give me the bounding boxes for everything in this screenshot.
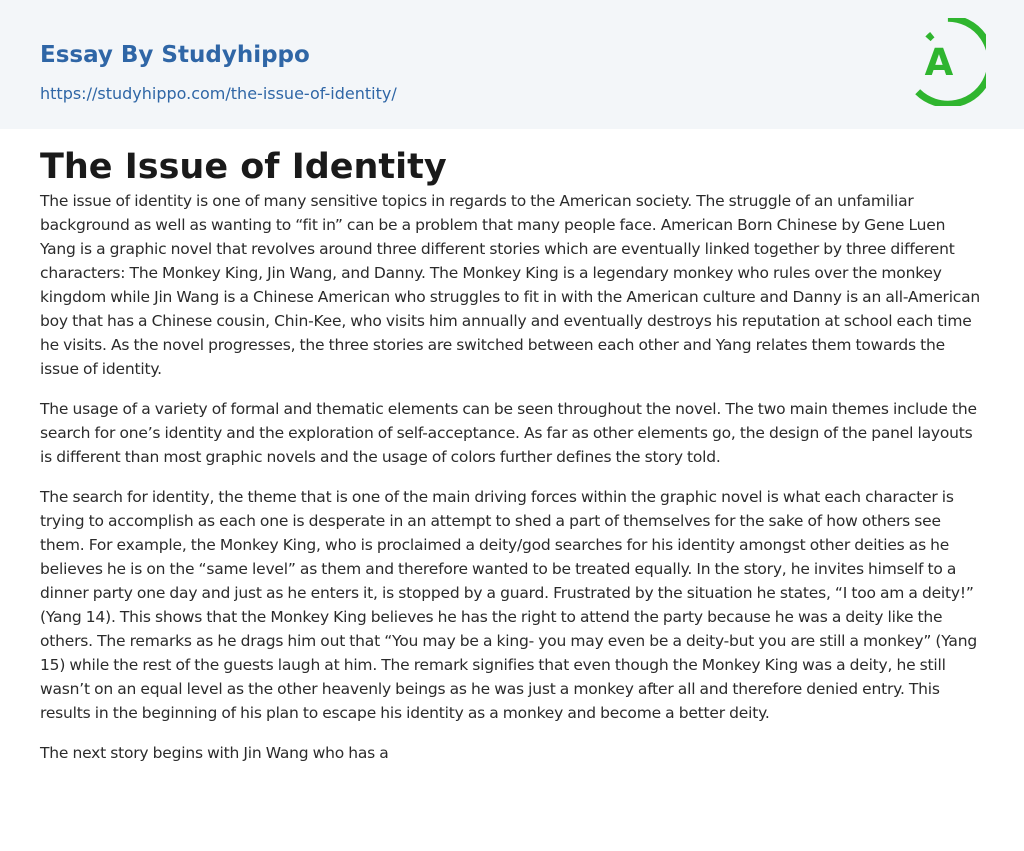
paragraph-2: The usage of a variety of formal and thematic elements can be seen throughout the novel. The two main themes include the search for one’s identity and the exploration of self-acceptance. As far as other elements go, the design of the panel layouts is different than most graphic novels and the usage of colors further defines the story told. xyxy=(40,400,977,466)
page-title: The Issue of Identity xyxy=(40,147,447,187)
site-header xyxy=(0,0,1024,129)
paragraph-4: The next story begins with Jin Wang who has a xyxy=(40,744,389,762)
studyhippo-logo-icon[interactable] xyxy=(912,18,986,106)
paragraph-3: The search for identity, the theme that is one of the main driving forces within the graphic novel is what each character is trying to accomplish as each one is desperate in an attempt to shed a part of themselves for the sake of how others see them. For example, the Monkey King, who is proclaimed a deity/god searches for his identity amongst other deities as he believes he is on the “same level” as them and therefore wanted to be treated equally. In the story, he invites himself to a dinner party one day and just as he enters it, is stopped by a guard. Frustrated by the situation he states, “I too am a deity!” (Yang 14). This shows that the Monkey King believes he has the right to attend the party because he was a deity like the others. The remarks as he drags him out that “You may be a king- you may even be a deity-but you are still a monkey” (Yang 15) while the rest of the guests laugh at him. The remark signifies that even though the Monkey King was a deity, he still wasn’t on an equal level as the other heavenly beings as he was just a monkey after all and therefore denied entry. This results in the beginning of his plan to escape his identity as a monkey and become a better deity. xyxy=(40,488,977,722)
logo-letter: A xyxy=(924,41,954,84)
brand-title: Essay By Studyhippo xyxy=(40,42,310,68)
essay-url-link[interactable]: https://studyhippo.com/the-issue-of-identity/ xyxy=(40,84,397,103)
article-body xyxy=(0,129,1024,765)
paragraph-1: The issue of identity is one of many sensitive topics in regards to the American society. The struggle of an unfamiliar background as well as wanting to “fit in” can be a problem that many people face. American Born Chinese by Gene Luen Yang is a graphic novel that revolves around three different stories which are eventually linked together by three different characters: The Monkey King, Jin Wang, and Danny. The Monkey King is a legendary monkey who rules over the monkey kingdom while Jin Wang is a Chinese American who struggles to fit in with the American culture and Danny is an all-American boy that has a Chinese cousin, Chin-Kee, who visits him annually and eventually destroys his reputation at school each time he visits. As the novel progresses, the three stories are switched between each other and Yang relates them towards the issue of identity. xyxy=(40,192,981,378)
